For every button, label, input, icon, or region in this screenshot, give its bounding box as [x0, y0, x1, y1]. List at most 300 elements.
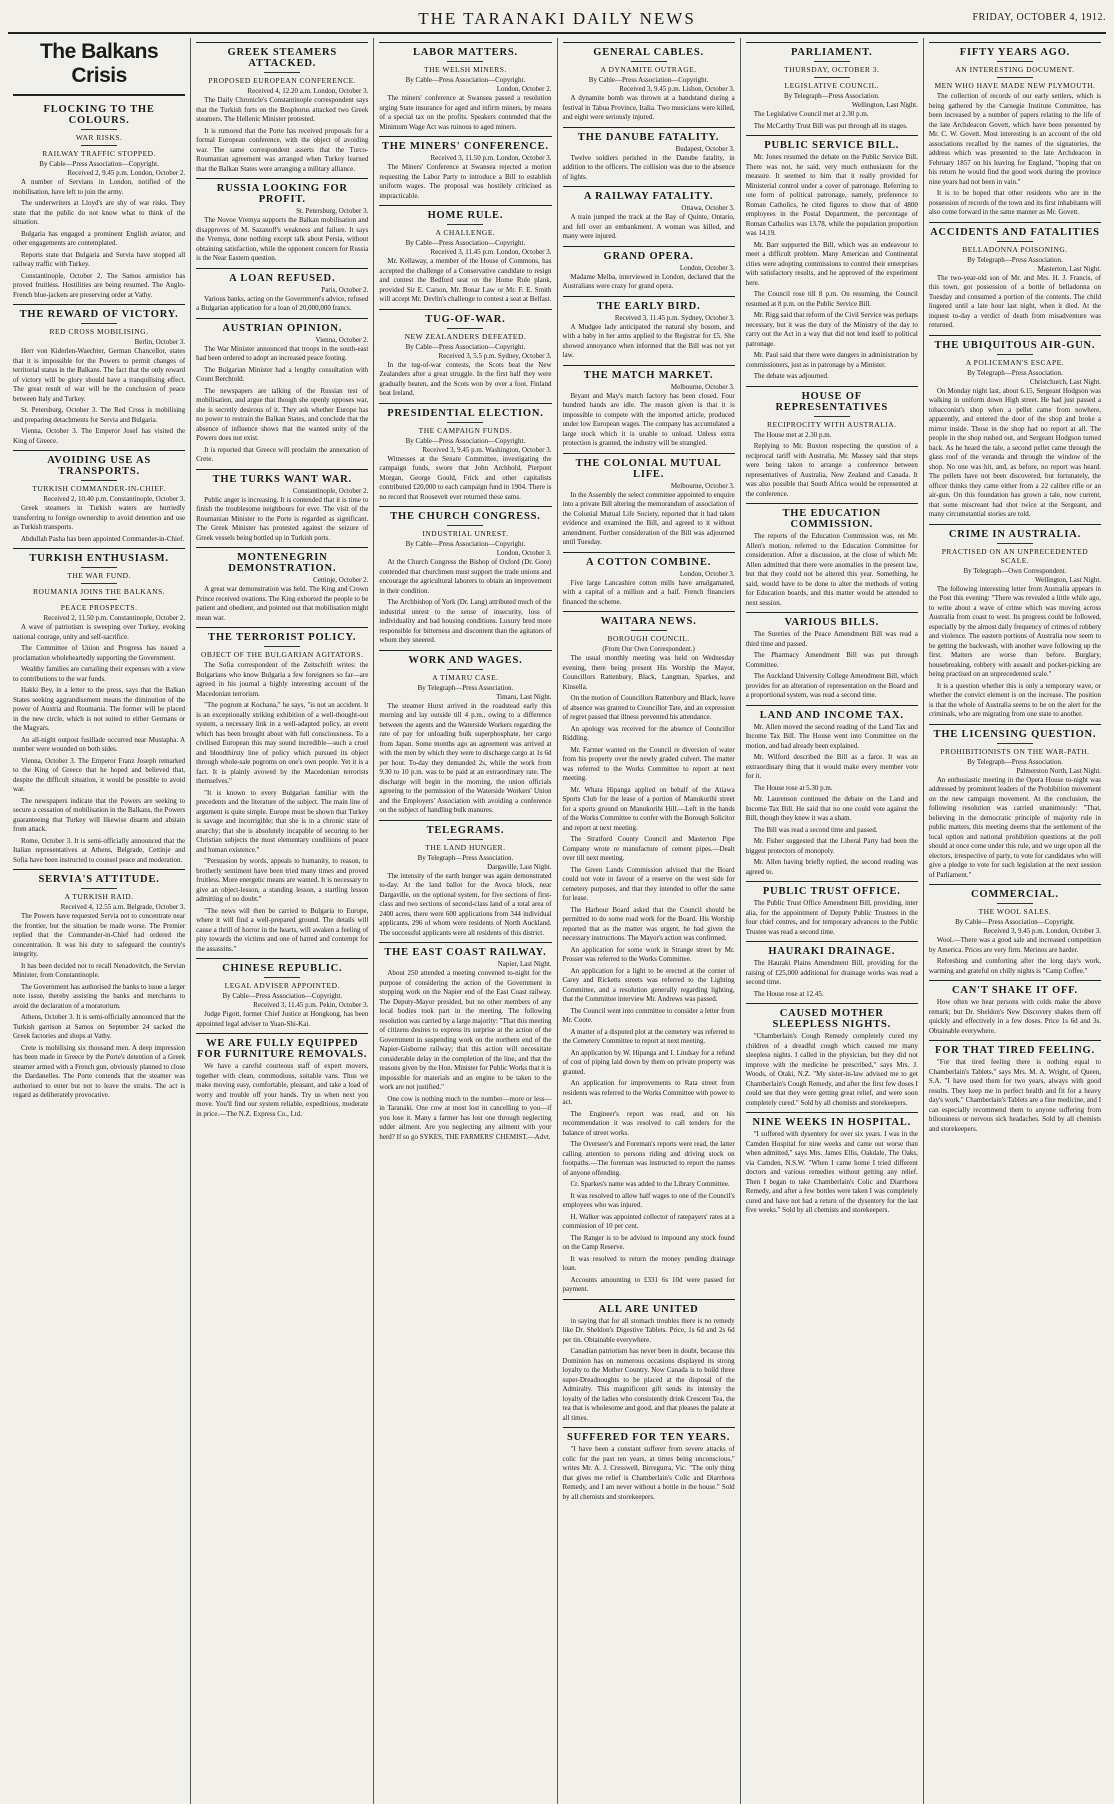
article-subhead: A CHALLENGE.	[435, 228, 496, 237]
article-paragraph: It was resolved to allow half wages to one of the Council's employees who was injured.	[562, 1191, 735, 1209]
article-paragraph: The Ranger is to be advised to impound any stock found on the Camp Reserve.	[562, 1233, 735, 1251]
article-headline: THE REWARD OF VICTORY.	[13, 304, 185, 320]
article-paragraph: Constantinople, October 2. The Samos armistice has proved fruitless. Hostilities are being resumed. The Anglo-French blue-jackets are preserving order at Vathy.	[13, 271, 186, 299]
article-paragraph: Witnesses at the Senate Committee, investigating the campaign funds, swore that John Archbold, Pierpont Morgan, George Gould, Frick and other capitalists contributed £20,000 to each campaign fund in 1904. There is no record that Roosevelt ever returned these sums.	[379, 454, 552, 501]
article-headline: THE MINERS' CONFERENCE.	[379, 136, 551, 152]
article-paragraph: Judge Pigott, former Chief Justice at Hongkong, has been appointed legal adviser to Yuan-Shi-Kai.	[196, 1010, 369, 1028]
article-paragraph: "The news will then be carried to Bulgaria to Europe, where it will find a well-prepared ground. The details will cause a thrill of horror in the hearts, will awaken a feeling of pity towards the victims and one of hatred and contempt for the assassins."	[196, 906, 369, 953]
article-paragraph: An all-night outpost fusillade occurred near Mustapha. A number were wounded on both sides.	[13, 735, 186, 753]
divider-rule	[447, 422, 483, 423]
article	[196, 547, 368, 623]
article-dateline: Melbourne, October 3.	[670, 382, 735, 391]
article-paragraph: The Bill was read a second time and passed.	[753, 825, 878, 834]
article	[929, 42, 1101, 218]
article-paragraph: Public anger is increasing. It is contended that it is time to finish the troublesome neighbours for ever. The visit of the Roumanian Minister to the Porte is regarded as significant. The Greek Minister has protested against the seizure of Greek vessels being bottled up in Turkish ports.	[196, 495, 369, 542]
article-paragraph: Rome, October 3. It is semi-officially announced that the Italian representatives at Athens, Belgrade, Cettinje and Sofia have been instructed to counsel peace and moderation.	[13, 836, 186, 864]
article-dateline: Paris, October 2.	[321, 285, 369, 294]
article-credit: By Cable—Press Association—Copyright.	[405, 76, 526, 84]
article-headline: WAITARA NEWS.	[563, 611, 735, 627]
article-subhead: A DYNAMITE OUTRAGE.	[600, 65, 697, 74]
article	[196, 268, 368, 314]
article	[563, 453, 735, 548]
article-subhead: PROHIBITIONISTS ON THE WAR-PATH.	[940, 746, 1090, 756]
article-subhead: A TIMARU CASE.	[432, 672, 499, 682]
article-paragraph: How often we hear persons with colds make the above remark; but Dr. Sheldon's New Discovery shakes them off quickly and effectively in a few doses. Price 1s 6d and 3s. Obtainable everywhere.	[928, 998, 1102, 1035]
article-paragraph: The Stratford County Council and Masterton Pipe Company wrote re manufacture of cement pipes.—Dealt over till next meeting.	[562, 835, 735, 862]
article-subhead: MEN WHO HAVE MADE NEW PLYMOUTH.	[934, 81, 1096, 90]
article-headline: THE TURKS WANT WAR.	[196, 469, 368, 485]
article-credit: By Cable—Press Association—Copyright.	[405, 342, 526, 351]
article	[563, 42, 735, 123]
article-paragraph: Mr. Kellaway, a member of the House of Commons, has accepted the challenge of a Conservative candidate to resign and contest the Bedford seat on the Home Rule plank, provided Sir E. Carson, Mr. Bonar Law or Mr. F. E. Smith will accept Mr. Devlin's challenge to contest a seat at Belfast.	[379, 257, 552, 303]
divider-rule	[447, 61, 483, 62]
article-paragraph: The War Minister announced that troops in the south-east had been ordered to adopt an increased peace footing.	[196, 344, 369, 362]
article	[746, 1003, 918, 1108]
article-paragraph: Mr. Farmer wanted on the Council re diversion of water from his property over the newly graded culvert. The matter was referred to the Works Committee to report at next meeting.	[562, 745, 735, 782]
article-paragraph: In the tug-of-war contests, the Scots beat the New Zealanders after a great struggle. In the first half they were gradually beaten, and the Scots won by over a foot. Finland beat Ireland.	[379, 360, 552, 397]
article	[929, 884, 1101, 976]
article-paragraph: The following interesting letter from Australia appears in the Post this evening: "There was revealed a little while ago, to write about a wave of crime which was moving across Australia from coast to west. Its progress could be followed, especially by the almost daily frequency of crimes of robbery and violence. The eastern portions of Australia now seem to be getting the backwash, with another wave following up the first. Matters are worse than before. Burglary, housebreaking, robbery with assault and pocket-picking are being practised on an unprecedented scale."	[928, 584, 1102, 678]
article-credit: By Telegraph—Press Association.	[967, 255, 1063, 264]
article-dateline: St. Petersburg, October 3.	[296, 207, 369, 215]
article-dateline: Ottawa, October 3.	[681, 204, 735, 212]
article-credit: By Telegraph—Press Association.	[783, 92, 880, 100]
article-paragraph: The Overseer's and Foreman's reports were read, the latter calling attention to persons riding and driving stock on footpaths.—The foreman was instructed to report the names of anyone offending.	[562, 1140, 735, 1177]
article-dateline: Wellington, Last Night.	[851, 101, 918, 109]
article-paragraph: The underwriters at Lloyd's are shy of war risks. They state that the public do not know what to think of the situation.	[13, 199, 186, 226]
article-dateline: Received 3, 9.45 p.m. Lisbon, October 3.	[619, 85, 735, 93]
article-paragraph: The Green Lands Commission advised that the Board could not vote in favour of a reserve on the west side for cemetery purposes, and that they intended to offer the same for lease.	[562, 865, 735, 902]
divider-rule	[81, 323, 117, 324]
article-dateline: London, October 3.	[496, 549, 552, 557]
article-paragraph: A number of Servians in London, notified of the mobilisation, have left to join the army.	[13, 178, 186, 196]
article-paragraph: A great war demonstration was held. The King and Crown Prince received ovations. The King exhorted the people to be patient and obedient, and pointed out that mobilisation might mean war.	[196, 585, 369, 622]
article-paragraph: Refreshing and comforting after the long day's work, warming and grateful on chilly nights is "Camp Coffee."	[928, 957, 1102, 975]
article-dateline: London, October 3.	[679, 263, 735, 272]
article	[563, 127, 735, 183]
divider-rule	[447, 224, 483, 225]
article	[746, 386, 918, 500]
article-paragraph: The House rose at 5.30 p.m.	[753, 783, 833, 792]
article-headline: TURKISH ENTHUSIASM.	[13, 548, 185, 564]
article-headline: A COTTON COMBINE.	[563, 552, 735, 568]
article-paragraph: Reports state that Bulgaria and Servia have stopped all railway traffic with Turkey.	[13, 250, 186, 268]
article-paragraph: Bulgaria has engaged a prominent English aviator, and other engagements are contemplated.	[13, 229, 186, 247]
article-credit: By Telegraph—Own Correspondent.	[963, 566, 1067, 575]
article-dateline: Palmerston North, Last Night.	[1016, 766, 1102, 775]
divider-rule	[997, 354, 1033, 355]
article-headline: THE MATCH MARKET.	[563, 365, 735, 381]
article	[379, 820, 551, 939]
article-paragraph: "Persuasion by words, appeals to humanity, to reason, to brotherly sentiment have been tried many times and proved fruitless. More energetic means are wanted. It is necessary to give an object-lesson, a standing lesson, a startling lesson admitting of no doubt."	[196, 857, 369, 903]
article	[379, 403, 551, 503]
divider-rule	[814, 416, 850, 417]
article	[563, 1427, 735, 1502]
article-paragraph: Herr von Kiderlen-Waechter, German Chancellor, states that it is impossible for the Powers to permit changes of territorial status in the Balkans. The fact that the only reward of victory will be glory should have a tranquilising effect. The great result of war will be the conclusion of peace between Italy and Turkey.	[13, 347, 186, 403]
article-paragraph: Hakki Bey, in a letter to the press, says that the Balkan States seeking aggrandisement means the diminution of the power of Austria and Roumania. The former will be placed in the new circle, which is not suited to either Germans or the Magyars.	[13, 686, 186, 732]
article-paragraph: The McCarthy Trust Bill was put through all its stages.	[753, 121, 908, 130]
article-subhead: THE WAR FUND.	[67, 571, 131, 580]
article-paragraph: The debate was adjourned.	[753, 372, 829, 380]
article-paragraph: The intensity of the earth hunger was again demonstrated to-day. At the land ballot for the Avoca block, near Dargaville, on the optional system, for five sections of first-class and two sections of second-class land of a total area of 2400 acres, there were 600 applications from 344 individual applicants, 296 of whom were residents of North Auckland. The successful applicants were all residents of this district.	[379, 871, 552, 937]
article	[196, 958, 368, 1029]
article-dateline: Received 4, 12.20 a.m. London, October 3.	[247, 87, 369, 95]
article	[746, 705, 918, 878]
article	[379, 650, 551, 816]
article-subhead: BOROUGH COUNCIL.	[607, 634, 690, 643]
article-dateline: Received 3, 5.5 p.m. Sydney, October 3.	[438, 351, 552, 360]
article-headline: PUBLIC TRUST OFFICE.	[746, 881, 918, 897]
article-dateline: Berlin, October 3.	[134, 338, 186, 346]
article-headline: TUG-OF-WAR.	[379, 309, 551, 325]
article	[196, 318, 368, 465]
article-headline: HOUSE OF REPRESENTATIVES	[746, 386, 918, 413]
article	[563, 1299, 735, 1424]
article-headline: WORK AND WAGES.	[379, 650, 551, 666]
article-paragraph: An enthusiastic meeting in the Opera House to-night was addressed by prominent leaders of the Prohibition movement on the new campaign movement. At the conclusion, the following resolution was carried unanimously: "That, believing in the democratic principle of majority rule in public matters, this meeting deems that the settlement of the local option and national prohibition questions at the poll should at once come under this rule, and we urge upon all the electors, irrespective of party, to vote for candidates who will give a pledge to vote for such legislation at the next session of Parliament."	[928, 775, 1102, 879]
article-paragraph: The House met at 2.30 p.m.	[753, 430, 832, 439]
article-subhead: INDUSTRIAL UNREST.	[422, 529, 509, 538]
article-headline: LAND AND INCOME TAX.	[746, 705, 918, 721]
article-paragraph: The Hauraki Plains Amendment Bill, providing for the raising of £25,000 additional for drainage works was read a second time.	[745, 959, 918, 986]
article-paragraph: Crete is mobilising six thousand men. A deep impression has been made in Greece by the Porte's detention of a Greek steamer armed with a French gun, obviously planned to close the Dardanelles. The Porte contends that the steamer was authorised to enter but not to leave the straits. The act is regard as deliberately provocative.	[13, 1043, 186, 1099]
banner-headline: The Balkans Crisis	[13, 38, 185, 96]
article-paragraph: The Council went into committee to consider a letter from Mr. Coote.	[562, 1006, 735, 1024]
article	[379, 42, 551, 132]
article-paragraph: A Mudgee lady anticipated the natural shy bosom, and with a baby in her arms applied to the Registrar for £5. She showed annoyance when informed that the Bill was not yet law.	[562, 322, 735, 359]
article-subhead: THURSDAY, OCTOBER 3.	[784, 65, 880, 74]
article-dateline: Received 2, 10.40 p.m. Constantinople, October 3.	[43, 495, 186, 503]
article	[746, 1112, 918, 1216]
article-paragraph: The Committee of Union and Progress has issued a proclamation wholeheartedly supporting the Government.	[13, 644, 186, 662]
article-dateline: Received 3, 11.45 p.m. Sydney, October 3.	[614, 313, 735, 322]
article-dateline: Received 4, 12.55 a.m. Belgrade, October 3.	[60, 903, 186, 911]
article-credit: By Cable—Press Association—Copyright.	[405, 436, 526, 445]
article-headline: THE UBIQUITOUS AIR-GUN.	[929, 335, 1101, 351]
article-dateline: London, October 2.	[496, 85, 552, 93]
article-subhead: BELLADONNA POISONING.	[962, 244, 1068, 254]
article-paragraph: Replying to Mr. Buxton respecting the question of a reciprocal tariff with Australia, Mr. Massey said that steps were being taken to arrange a conference between representatives of Australia, New Zealand and Canada. It was also possible that South Africa would be represented at the conference.	[745, 442, 918, 498]
article-paragraph: The two-year-old son of Mr. and Mrs. H. J. Francis, of this town, got possession of a bottle of belladonna on Tuesday and consumed a portion of the contents. The child lingered until a late hour last night, when it died. At the inquest to-day a verdict of death from misadventure was returned.	[928, 273, 1102, 329]
article-paragraph: H. Walker was appointed collector of ratepayers' rates at a commission of 10 per cent.	[562, 1212, 735, 1230]
divider-rule	[81, 888, 117, 889]
article-subhead: PEACE PROSPECTS.	[60, 603, 138, 612]
article-paragraph: Canadian patriotism has never been in doubt, because this Dominion has on numerous occasions displayed its strong loyalty to the Mother Country. Now Canada is to build three super-Dreadnoughts to be placed at the disposal of the Admiralty. This magnificent gift sends its intensity the loyalty of the ladies who consistently drink Crescent Tea, the tea that is wholesome and good, and that pleases the palate at all times.	[562, 1347, 735, 1422]
article-paragraph: A train jumped the track at the Bay of Quinte, Ontario, and fell over an embankment. A woman was killed, and many were injured.	[562, 213, 735, 240]
article-headline: FIFTY YEARS AGO.	[929, 42, 1101, 58]
article-headline: CRIME IN AUSTRALIA.	[929, 524, 1101, 540]
divider-rule	[997, 743, 1033, 744]
article-paragraph: The Miners' Conference at Swansea rejected a motion requesting the Labor Party to introduce a Bill to establish uniform wages. The proposal was hostilely criticised as impracticable.	[379, 163, 552, 200]
article-paragraph: An application for a light to be erected at the corner of Carey and Ricketts streets was referred to the Lighting Committee, and a resolution generally regarding lighting, that the Committee interview Mr. Andrews was passed.	[562, 966, 735, 1003]
article-paragraph: Various banks, acting on the Government's advice, refused a Bulgarian application for a loan of 20,000,000 francs.	[196, 294, 369, 312]
article	[13, 869, 185, 1101]
divider-rule	[631, 630, 667, 631]
article-paragraph: "I suffered with dysentery for over six years. I was in the Camden Hospital for nine weeks and came out worse than when admitted," says Mrs. James Ellis, Oakdale, The Oaks, via Camden, N.S.W. "When I came home I tried different doctors and various remedies without getting any relief. Then I began to take Chamberlain's Colic and Diarrhoea Remedy, and after a few bottles were taken I was completely cured and have not had a return of the dysentery for the last five weeks." Sold by all chemists and storekeepers.	[745, 1130, 918, 1214]
article-subhead: ROUMANIA JOINS THE BALKANS.	[33, 587, 166, 596]
article-headline: ALL ARE UNITED	[563, 1299, 735, 1315]
article-headline: COMMERCIAL.	[929, 884, 1101, 900]
divider-rule	[997, 903, 1033, 904]
article-paragraph: It was resolved to return the money pending drainage loan.	[562, 1254, 735, 1272]
article-paragraph: Greek steamers in Turkish waters are hurriedly transferring to foreign ownership to avoid detention and use as Turkish transports.	[13, 504, 186, 531]
article-credit: By Cable—Press Association—Copyright.	[405, 239, 526, 247]
article-paragraph: "I have been a constant sufferer from severe attacks of colic for the past ten years, at times being unconscious," writes Mr. A. J. Cresswell, Birregurra, Vic. "The only thing that gives me relief is Chamberlain's Colic and Diarrhoea Remedy, and I am never without a bottle in the house." Sold by all chemists and storekeepers.	[562, 1445, 735, 1501]
article-paragraph: It has been decided not to recall Nenadovitch, the Servian Minister, from Constantinople.	[13, 961, 186, 979]
article	[563, 552, 735, 608]
article-headline: CAN'T SHAKE IT OFF.	[929, 980, 1101, 996]
article-paragraph: The Engineer's report was read, and on his recommendation it was resolved to call tenders for the balance of street works.	[562, 1109, 735, 1137]
divider-rule	[814, 61, 850, 62]
article-paragraph: The Auckland University College Amendment Bill, which provides for an alteration of representation on the Board and a proportional system, was read a second time.	[745, 672, 918, 699]
article-paragraph: "It is known to every Bulgarian familiar with the precedents and the literature of the subject. The main line of argument is quite simple. Europe must be shown that Turkey is savage and incorrigible; that she is in a chronic state of anarchy; that she is absolutely incapable of securing to her Christian subjects the most elementary conditions of peace and human existence."	[196, 788, 369, 854]
article-paragraph: It is rumored that the Porte has received proposals for a formal European conference, with the object of avoiding war. The same correspondent asserts that the Turco-Roumanian agreement was arranged when Turkey learned that the Balkan States were arranging a military alliance.	[196, 126, 369, 173]
article-credit: By Telegraph—Press Association.	[967, 757, 1063, 766]
article-dateline: Timaru, Last Night.	[496, 692, 552, 701]
article	[746, 881, 918, 937]
article-paragraph: The newspapers indicate that the Powers are seeking to secure a cessation of mobilisation in the Balkans, the Powers guaranteeing that Turkey will likewise disarm and abstain from attack.	[13, 796, 186, 833]
article-credit: (From Our Own Correspondent.)	[602, 645, 695, 653]
article	[13, 38, 185, 300]
column	[191, 38, 374, 1804]
article	[929, 980, 1101, 1036]
article-paragraph: Mr. Whata Hipanga applied on behalf of the Atiawa Sports Club for the lease of a portion of Manukorihi street for a sports ground on Manukorihi Hill.—Left in the hands of the Works Committee to confer with the Borough Solicitor and report at next meeting.	[562, 785, 735, 832]
article-dateline: Received 3, 9.45 p.m. London, October 3.	[983, 927, 1102, 935]
article-credit: By Cable—Press Association—Copyright.	[588, 76, 709, 84]
article-dateline: Christchurch, Last Night.	[1029, 377, 1102, 386]
article-subhead: LEGAL ADVISER APPOINTED.	[224, 981, 340, 990]
article-subhead: NEW ZEALANDERS DEFEATED.	[404, 331, 527, 341]
article-subhead: RED CROSS MOBILISING.	[49, 327, 149, 336]
newspaper-title: THE TARANAKI DAILY NEWS	[418, 9, 696, 28]
article-paragraph: The House rose at 12.45.	[753, 989, 824, 998]
article-dateline: Napier, Last Night.	[497, 960, 552, 968]
article-subhead: PRACTISED ON AN UNPRECEDENTED SCALE.	[941, 546, 1089, 565]
article-headline: HAURAKI DRAINAGE.	[746, 941, 918, 957]
article-subhead: RAILWAY TRAFFIC STOPPED.	[42, 149, 156, 158]
article-paragraph: Vienna, October 3. The Emperor Josef has visited the King of Greece.	[13, 427, 186, 445]
article-paragraph: At the Church Congress the Bishop of Oxford (Dr. Gore) contended that churchmen must support the trade unions and encourage the agricultural laborers to obtain an improvement in their condition.	[379, 558, 552, 595]
article-headline: PARLIAMENT.	[746, 42, 918, 58]
article-paragraph: A matter of a disputed plot at the cemetery was referred to the Cemetery Committee to report at next meeting.	[562, 1027, 735, 1045]
article-headline: AUSTRIAN OPINION.	[196, 318, 368, 334]
article-paragraph: On Monday night last, about 6.15, Sergeant Hodgson was walking in uniform down High street. He had just passed a tobacconist's shop when a pellet came from nowhere, apparently, and entered the door of the shop and broke a mirror inside. Those in the shop had no report at all. The people in the shop rushed out, and Sergeant Hodgson turned back. As he heard the tale, a second pellet came through the glass roof of the veranda and through the window of the shop. No one was hit, and, as before, no report was heard. The pellets have not been discovered, but fortunately, the officer thinks they came either from a 22 calibre rifle or an air-gun. On this foundation has grown a tale, now current, that some miscreant had shot twice at the Sergeant, and many circumstantial stories are told.	[928, 386, 1102, 518]
article-paragraph: Mr. Fisher suggested that the Liberal Party had been the biggest protectors of monopoly.	[745, 837, 918, 855]
article-headline: AVOIDING USE AS TRANSPORTS.	[13, 450, 185, 477]
article-credit: By Telegraph—Press Association.	[417, 683, 514, 692]
article-headline: FLOCKING TO THE COLOURS.	[43, 104, 155, 126]
article-paragraph: The Pharmacy Amendment Bill was put through Committee.	[745, 651, 918, 669]
article-dateline: Received 3, 9.45 p.m. Washington, October 3.	[422, 445, 552, 454]
divider-rule	[814, 77, 850, 78]
article	[929, 335, 1101, 520]
article-headline: NINE WEEKS IN HOSPITAL.	[746, 1112, 918, 1128]
article-paragraph: About 250 attended a meeting convened to-night for the purpose of considering the action of the Government in stopping work on the Napier end of the East Coast railway. The Deputy-Mayor presided, but no other members of any local bodies took part in the meeting. The following resolution was carried by a large majority: "That this meeting of citizens desires to express its surprise at the action of the Government in suspending work on the northern end of the Napier-Gisborne railway; that this action will necessitate considerable delay in the completion of the line, and that the reasons given by the Hon. Minister for Public Works that it is impossible for materials and an engine to be taken to the work are not justified."	[379, 969, 552, 1091]
article	[13, 450, 185, 544]
article-paragraph: The steamer Hurst arrived in the roadstead early this morning and lay outside till 4 p.m., owing to a difference between the agents and the Waterside Workers regarding the rate of pay for unloading bulk superphosphate, her cargo from Japan. Some months ago an agreement was arrived at with the men by which they were to discharge cargo at 1s 6d per hour. To-day they demanded 2s, while the work from 9.30 to 10 p.m. was to be paid at an extraordinary rate. The discharge will begin in the morning, the union officials agreeing to the permission of the Waterside Workers' Union and the Employers' Association with avoiding a conference on the subject of handling bulk manures.	[379, 701, 552, 814]
article-paragraph: Athens, October 3. It is semi-officially announced that the Turkish garrison at Samos on September 24 sacked the Greek factories and shops at Vathy.	[13, 1013, 186, 1040]
article-dateline: Received 3, 11.45 p.m. London, October 3.	[430, 248, 552, 256]
article-headline: THE LICENSING QUESTION.	[929, 724, 1101, 740]
article-paragraph: Mr. Allen moved the second reading of the Land Tax and Income Tax Bill. The House went into Committee on the motion, and had already been explained.	[745, 722, 918, 750]
article-dateline: Vienna, October 2.	[315, 335, 369, 344]
article	[196, 42, 368, 174]
article-paragraph: A dynamite bomb was thrown at a bandstand during a festival in Tabua Province, Italia. Two musicians were killed, and eight were seriously injured.	[562, 94, 735, 121]
divider-rule	[447, 328, 483, 329]
divider-rule	[81, 145, 117, 146]
article-dateline: Dargaville, Last Night.	[487, 862, 552, 871]
article-paragraph: Mr. Laurenson continued the debate on the Land and Income Tax Bill. He said that no one could vote against the Bill, though they knew it was a sham.	[745, 795, 918, 822]
article-paragraph: In the Assembly the select committee appointed to enquire into a private Bill altering the memorandum of association of the Colonial Mutual Life Society, reported that it had taken evidence and examined the Bill, and agreed to it without amendment. Further consideration of the Bill was adjourned until Tuesday.	[562, 490, 735, 546]
article-paragraph: Bryant and May's match factory has been closed. Four hundred hands are idle. The reason given is that it is impossible to compete with the imported article, produced under low European wages. The company has accumulated a large stock which it is unable to unload. Unless extra protection is granted, the industry will be strangled.	[562, 391, 735, 447]
article-subhead: THE WELSH MINERS.	[424, 65, 507, 74]
article-paragraph: The Daily Chronicle's Constantinople correspondent says that the Turkish forts on the Bosphorus attacked two Greek steamers. The Hellenic Minister protested.	[196, 96, 369, 123]
article-paragraph: Accounts amounting to £331 6s 10d were passed for payment.	[562, 1275, 735, 1293]
article	[563, 365, 735, 449]
article	[929, 1040, 1101, 1134]
divider-rule	[81, 480, 117, 481]
article-paragraph: An application for some work in Strange street by Mr. Prosser was referred to the Works Committee.	[562, 945, 735, 963]
article-headline: VARIOUS BILLS.	[746, 612, 918, 628]
divider-rule	[447, 839, 483, 840]
article-paragraph: "The pogrom at Kochana," he says, "is not an accident. It is an exceptionally striking exhibition of a well-thought-out system, a necessary link in a well-adapted policy, an event which has been brought about with full consciousness. To a civilised European this may sound incredible—such a cruel and bloodthirsty line of policy which pursued its object through whole-sale pogroms on one's own people. Yet it is a fact. It is plainly avowed by the Macedonian terrorists themselves."	[196, 701, 369, 785]
article-dateline: Received 2, 9.45 p.m. London, October 2.	[67, 169, 186, 177]
article	[379, 506, 551, 646]
article-headline: THE COLONIAL MUTUAL LIFE.	[563, 453, 735, 480]
article-paragraph: One cow is nothing much to the number—more or less—in Taranaki. One cow at most lost in cancelling to you—if you lose it. Many a farmer has lost one through neglecting udder ailment. Are you neglecting any ailment with your herd? If so go SYKES, THE FARMERS' CHEMIST.—Advt.	[379, 1094, 552, 1141]
article	[746, 612, 918, 701]
article-subhead: PROPOSED EUROPEAN CONFERENCE.	[208, 76, 357, 85]
article-dateline: Wellington, Last Night.	[1035, 575, 1102, 584]
article-dateline: Constantinople, October 2.	[292, 486, 369, 495]
article-paragraph: An application for improvements to Rata street from residents was referred to the Works Committee with power to act.	[562, 1079, 735, 1106]
article-headline: CAUSED MOTHER SLEEPLESS NIGHTS.	[746, 1003, 918, 1030]
article	[746, 941, 918, 999]
article-headline: LABOR MATTERS.	[379, 42, 551, 58]
article	[196, 1033, 368, 1119]
article-headline: THE TERRORIST POLICY.	[196, 627, 368, 643]
article-headline: PRESIDENTIAL ELECTION.	[379, 403, 551, 419]
article-headline: MONTENEGRIN DEMONSTRATION.	[196, 547, 368, 574]
article-headline: RUSSIA LOOKING FOR PROFIT.	[196, 178, 368, 205]
column	[741, 38, 924, 1804]
divider-rule	[264, 72, 300, 73]
article-subhead: OBJECT OF THE BULGARIAN AGITATORS.	[201, 650, 364, 659]
article-paragraph: The Sureties of the Peace Amendment Bill was read a third time and passed.	[745, 630, 918, 648]
divider-rule	[264, 977, 300, 978]
article-paragraph: We have a careful courteous staff of expert movers, together with clean, commodious, suitable vans. Thus we make moving easy, comfortable, pleasant, and take a load of worry and trouble off your hands. Try us when next you move. You'll find our system reliable, expeditious, moderate in price.—The N.Z. Express Co., Ltd.	[196, 1062, 369, 1118]
article-paragraph: Five large Lancashire cotton mills have amalgamated, with a capital of a million and a half. French financiers financed the scheme.	[562, 578, 735, 606]
columns	[8, 38, 1106, 1804]
article-paragraph: The Harbour Board asked that the Council should be permitted to do some road work for the Board. His Worship reported that as the matter was urgent, he had given the necessary instructions. The Mayor's action was confirmed.	[562, 905, 735, 942]
divider-rule	[631, 61, 667, 62]
article-paragraph: Mr. Rigg said that reform of the Civil Service was perhaps necessary, but it was the duty of the Ministry of the day to carry out the Act in a way that did not lend itself to political patronage.	[745, 311, 918, 348]
column	[374, 38, 557, 1804]
article	[746, 135, 918, 382]
article-dateline: Budapest, October 3.	[675, 144, 735, 153]
divider-rule	[81, 599, 117, 600]
divider-rule	[997, 241, 1033, 242]
article-paragraph: in saying that for all stomach troubles there is no remedy like Dr. Sheldon's Digestive Tablets. Price, 1s 6d and 2s 6d per tin. Obtainable everywhere.	[562, 1316, 735, 1344]
article-headline: THE EDUCATION COMMISSION.	[746, 503, 918, 530]
article-subhead: LEGISLATIVE COUNCIL.	[784, 81, 880, 90]
article	[746, 42, 918, 131]
article-paragraph: Abdullah Pasha has been appointed Commander-in-Chief.	[21, 534, 185, 543]
article-headline: PUBLIC SERVICE BILL.	[746, 135, 918, 151]
article-paragraph: An apology was received for the absence of Councillor Riddling.	[562, 724, 735, 742]
article-paragraph: A wave of patriotism is sweeping over Turkey, evoking national courage, unity and self-sacrifice.	[13, 623, 186, 641]
article	[563, 296, 735, 361]
article-credit: By Cable—Press Association—Copyright.	[39, 160, 159, 168]
article	[196, 469, 368, 544]
issue-date: FRIDAY, OCTOBER 4, 1912.	[972, 12, 1106, 23]
article-paragraph: The Novoe Vremya supports the Balkan mobilisation and disapproves of M. Sazanoff's weakness and failure. It says the Vremya, done nothing except talk about Persia, without obtaining satisfaction, while the opponent concern for Russia is the Near Eastern question.	[196, 216, 369, 262]
article-subhead: A POLICEMAN'S ESCAPE.	[965, 357, 1065, 367]
article-paragraph: Mr. Jones resumed the debate on the Public Service Bill. There was not, he said, very much enthusiasm for the measure. It seemed to him that it really provided for Ministerial control under a cover of patronage. Referring to one form of political patronage, namely, preference to Roman Catholics, he cited figures to show that of 4800 employees in the Postal Department, the percentage of Roman Catholics was 13.78, while the population proportion was 14.19.	[745, 153, 918, 237]
article	[563, 186, 735, 242]
article-paragraph: Mr. Allen having briefly replied, the second reading was agreed to.	[745, 858, 918, 876]
article	[929, 524, 1101, 720]
article-subhead: A TURKISH RAID.	[64, 892, 134, 901]
article	[563, 611, 735, 1295]
article	[379, 136, 551, 201]
article-credit: By Cable—Press Association—Copyright.	[405, 540, 526, 548]
divider-rule	[997, 77, 1033, 78]
article-paragraph: The Bulgarian Minister had a lengthy consultation with Count Berchtold.	[196, 365, 369, 383]
article-paragraph: The newspapers are talking of the Russian test of mobilisation, and argue that though she openly opposes war, she is secretly desirous of it. They ask whether Europe has no power to restrain the Balkan States, and conclude that the absence of influence shows that the wanted unity of the Powers does not exist.	[196, 386, 369, 442]
article-paragraph: "For that tired feeling there is nothing equal to Chamberlain's Tablets," says Mrs. M. A. Wright, of Queen, S.A. "I have used them for two years, always with good results. They keep me in perfect health and fit for a heavy day's work." Chamberlain's Tablets are a fine medicine, and I can especially recommend them to anyone suffering from biliousness or nervous sick headaches. Sold by all chemists and storekeepers.	[928, 1058, 1102, 1133]
article	[929, 222, 1101, 331]
article-dateline: London, October 3.	[679, 569, 735, 578]
article	[379, 942, 551, 1142]
divider-rule	[81, 129, 117, 130]
masthead	[8, 6, 1106, 34]
divider-rule	[997, 543, 1033, 544]
article-subhead: THE WOOL SALES.	[978, 907, 1052, 916]
article	[196, 178, 368, 264]
article-headline: SUFFERED FOR TEN YEARS.	[563, 1427, 735, 1443]
article-credit: By Telegraph—Press Association.	[967, 368, 1063, 377]
article-subhead: THE LAND HUNGER.	[425, 842, 506, 852]
article-headline: GRAND OPERA.	[563, 246, 735, 262]
article-paragraph: The Legislative Council met at 2.30 p.m.	[753, 110, 869, 118]
article-paragraph: The Government has authorised the banks to issue a larger note issue, thereby assisting the banks and merchants to avoid the declaration of a moratorium.	[13, 982, 186, 1010]
article-headline: ACCIDENTS AND FATALITIES	[929, 222, 1101, 238]
article-paragraph: It is a question whether this is only a temporary wave, or whether the convict element is on the increase. The position is that the whole of Australia seems to be on the alert for the criminals, who are migrating from one state to another.	[928, 681, 1102, 718]
article-paragraph: The reports of the Education Commission was, on Mr. Allen's motion, referred to the Education Committee for consideration. After a discussion, at the close of which Mr. Allen admitted that there were anomalies in the present law, but that they could not be altered this year. Something, he said, would have to be done to alter the methods of voting for Education boards, and this matter would be attended to next session.	[745, 532, 918, 607]
article-paragraph: It is reported that Greece will proclaim the annexation of Crete.	[196, 445, 369, 463]
article-headline: THE DANUBE FATALITY.	[563, 127, 735, 143]
article-dateline: Received 2, 11.50 p.m. Constantinople, October 2.	[43, 614, 186, 622]
article-headline: TELEGRAMS.	[379, 820, 551, 836]
article-paragraph: St. Petersburg, October 3. The Red Cross is mobilising and preparing detachments for Servia and Bulgaria.	[13, 406, 186, 424]
article-dateline: Masterton, Last Night.	[1037, 264, 1102, 273]
article-dateline: Cettinje, October 2.	[313, 576, 369, 584]
article-paragraph: An application by W. Hipanga and I. Lindsay for a refund of cost of piping laid down by them on private property was granted.	[562, 1048, 735, 1076]
article-paragraph: The usual monthly meeting was held on Wednesday evening, there being present His Worship the Mayor, Councillors Rattenbury, Black, Langman, Sparkes, and Kinsella.	[562, 654, 735, 691]
article-paragraph: The collection of records of our early settlers, which is being gathered by the Carnegie Institute Committee, has been increased by a number of papers relating to the life of the late Archdeacon Govett, which have been presented by Mr. C. W. Govett. Most interesting is an account of the old associations recalled by the names of the signatories, the address which was presented to the late Archdeacon in February 1857 on his leaving for England, "hoping that on his return he would find the good work during the province nine years had not been in vain."	[928, 92, 1102, 186]
divider-rule	[997, 61, 1033, 62]
article-credit: By Cable—Press Association—Copyright.	[955, 918, 1075, 926]
article-subhead: WAR RISKS.	[75, 133, 123, 142]
article-headline: GREEK STEAMERS ATTACKED.	[196, 42, 368, 69]
divider-rule	[264, 646, 300, 647]
article-dateline: Melbourne, October 3.	[670, 481, 735, 490]
article-headline: A LOAN REFUSED.	[196, 268, 368, 284]
article-headline: FOR THAT TIRED FEELING.	[929, 1040, 1101, 1056]
article	[746, 503, 918, 608]
article-headline: CHINESE REPUBLIC.	[196, 958, 368, 974]
